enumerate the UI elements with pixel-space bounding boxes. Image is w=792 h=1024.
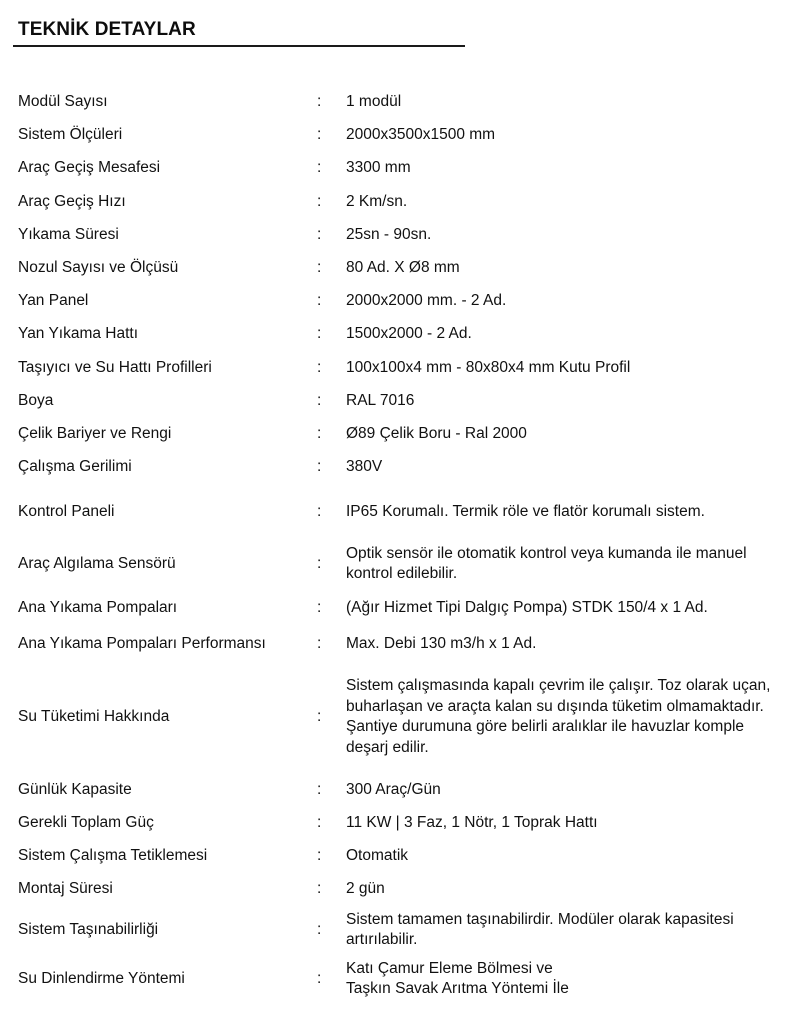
spec-value: 2000x3500x1500 mm: [346, 125, 496, 143]
spec-separator: :: [317, 555, 322, 572]
spec-value: 80 Ad. X Ø8 mm: [346, 258, 460, 276]
spec-value: 100x100x4 mm - 80x80x4 mm Kutu Profil: [346, 358, 631, 376]
spec-separator: :: [317, 259, 322, 276]
spec-separator: :: [317, 921, 322, 938]
spec-separator: :: [317, 292, 322, 309]
spec-value: 2000x2000 mm. - 2 Ad.: [346, 291, 507, 309]
spec-label: Kontrol Paneli: [18, 503, 115, 520]
spec-label: Gerekli Toplam Güç: [18, 814, 154, 831]
spec-separator: :: [317, 970, 322, 987]
spec-label: Taşıyıcı ve Su Hattı Profilleri: [18, 359, 212, 376]
spec-label: Sistem Taşınabilirliği: [18, 921, 159, 938]
spec-separator: :: [317, 458, 322, 475]
spec-separator: :: [317, 635, 322, 652]
spec-label: Yan Panel: [18, 292, 89, 309]
spec-separator: :: [317, 814, 322, 831]
spec-label: Su Dinlendirme Yöntemi: [18, 970, 185, 987]
spec-label: Montaj Süresi: [18, 880, 113, 897]
spec-value: Sistem çalışmasında kapalı çevrim ile çalışır. Toz olarak uçan, buharlaşan ve araçta kalan su dışında tüketim olmamaktadır. Şantiye durumuna göre belirli aralıklar ile havuzlar komple deşarj edilir.: [346, 677, 771, 756]
spec-value: 25sn - 90sn.: [346, 225, 432, 243]
spec-value: 11 KW | 3 Faz, 1 Nötr, 1 Toprak Hattı: [346, 813, 598, 831]
spec-label: Yan Yıkama Hattı: [18, 325, 139, 342]
spec-separator: :: [317, 503, 322, 520]
spec-value: Sistem tamamen taşınabilirdir. Modüler olarak kapasitesi artırılabilir.: [346, 910, 734, 948]
spec-label: Sistem Ölçüleri: [18, 126, 123, 143]
spec-value: 1 modül: [346, 92, 402, 110]
spec-value: Ø89 Çelik Boru - Ral 2000: [346, 424, 527, 442]
spec-separator: :: [317, 599, 322, 616]
spec-separator: :: [317, 781, 322, 798]
spec-label: Araç Geçiş Mesafesi: [18, 159, 161, 176]
spec-label: Modül Sayısı: [18, 93, 108, 110]
spec-label: Çelik Bariyer ve Rengi: [18, 425, 172, 442]
spec-value: (Ağır Hizmet Tipi Dalgıç Pompa) STDK 150/4 x 1 Ad.: [346, 598, 708, 616]
spec-separator: :: [317, 93, 322, 110]
spec-separator: :: [317, 880, 322, 897]
spec-value: IP65 Korumalı. Termik röle ve flatör korumalı sistem.: [346, 502, 705, 520]
spec-value: Max. Debi 130 m3/h x 1 Ad.: [346, 634, 537, 652]
spec-value: Katı Çamur Eleme Bölmesi ve Taşkın Savak Arıtma Yöntemi İle: [346, 959, 569, 997]
spec-separator: :: [317, 226, 322, 243]
spec-label: Araç Algılama Sensörü: [18, 555, 176, 572]
spec-value: 380V: [346, 457, 383, 475]
spec-value: 3300 mm: [346, 158, 411, 176]
spec-value: 1500x2000 - 2 Ad.: [346, 324, 472, 342]
spec-value: 2 gün: [346, 879, 385, 897]
spec-separator: :: [317, 159, 322, 176]
spec-separator: :: [317, 193, 322, 210]
spec-separator: :: [317, 325, 322, 342]
title-underline: [13, 45, 465, 47]
spec-separator: :: [317, 359, 322, 376]
spec-value: RAL 7016: [346, 391, 415, 409]
spec-label: Sistem Çalışma Tetiklemesi: [18, 847, 208, 864]
spec-value: 300 Araç/Gün: [346, 780, 441, 798]
spec-label: Ana Yıkama Pompaları Performansı: [18, 635, 266, 652]
spec-value: Otomatik: [346, 846, 409, 864]
spec-label: Günlük Kapasite: [18, 781, 132, 798]
spec-label: Nozul Sayısı ve Ölçüsü: [18, 259, 179, 276]
spec-value: Optik sensör ile otomatik kontrol veya kumanda ile manuel kontrol edilebilir.: [346, 544, 747, 582]
spec-separator: :: [317, 847, 322, 864]
spec-label: Boya: [18, 392, 54, 409]
spec-separator: :: [317, 425, 322, 442]
spec-label: Yıkama Süresi: [18, 226, 119, 243]
spec-label: Çalışma Gerilimi: [18, 458, 132, 475]
spec-label: Araç Geçiş Hızı: [18, 193, 126, 210]
spec-value: 2 Km/sn.: [346, 192, 408, 210]
spec-label: Su Tüketimi Hakkında: [18, 708, 170, 725]
page-title: TEKNİK DETAYLAR: [18, 19, 196, 40]
spec-separator: :: [317, 392, 322, 409]
spec-separator: :: [317, 708, 322, 725]
spec-label: Ana Yıkama Pompaları: [18, 599, 178, 616]
spec-separator: :: [317, 126, 322, 143]
